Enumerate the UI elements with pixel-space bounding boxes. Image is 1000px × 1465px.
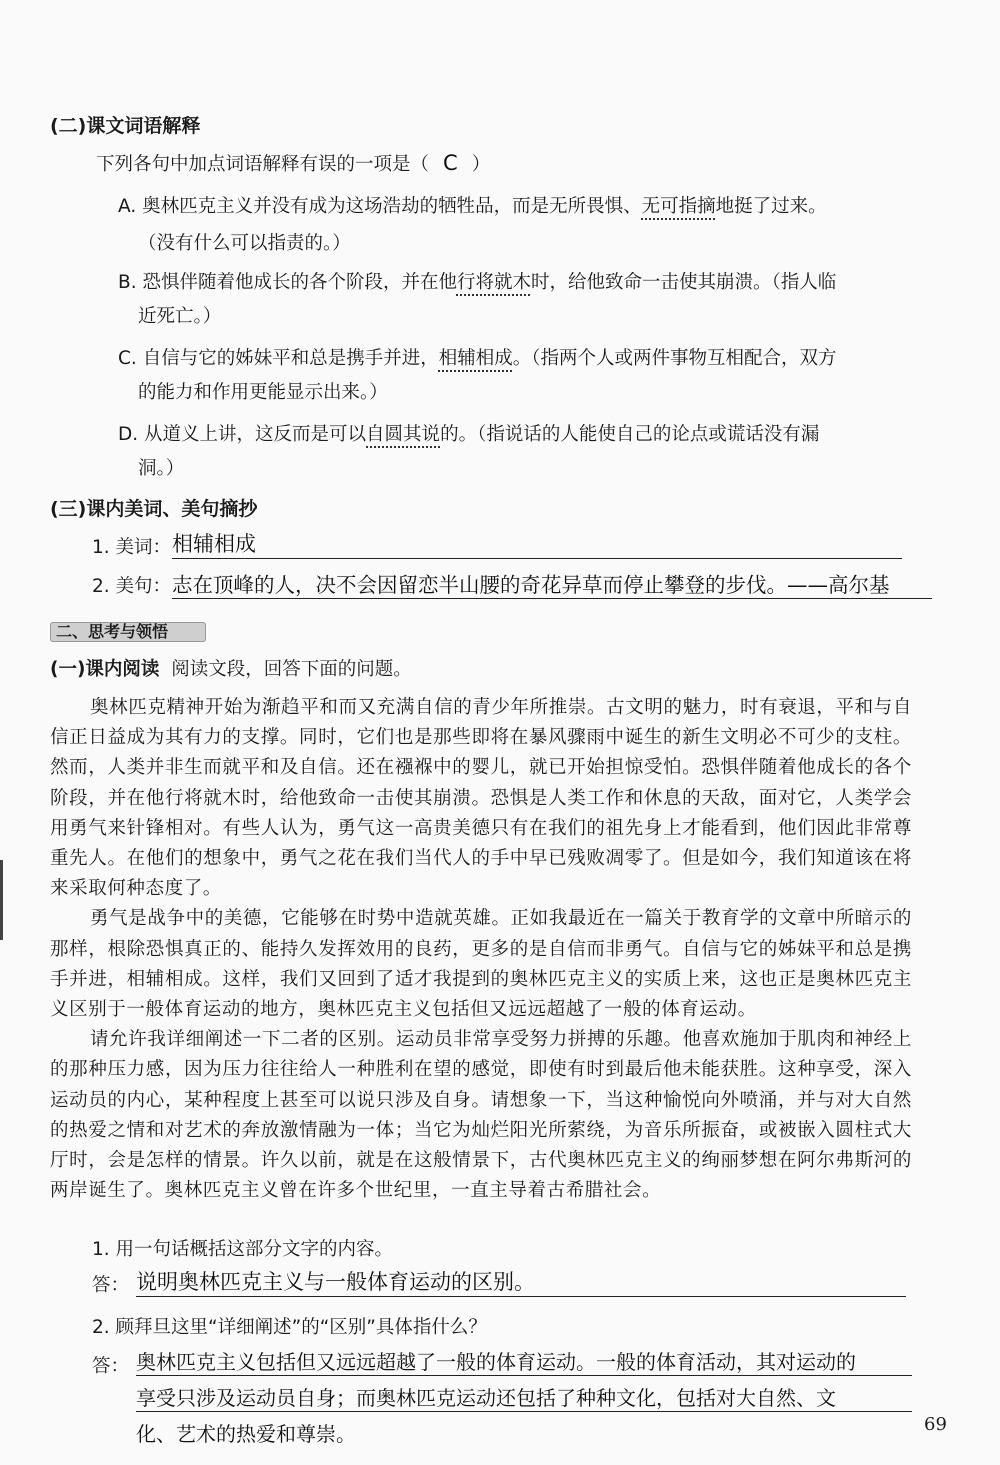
reading-passage [50, 693, 912, 1206]
answer-2-line: 享受只涉及运动员自身；而奥林匹克运动还包括了种种文化，包括对大自然、文 [136, 1382, 912, 1412]
beautiful-sentence-label: 2. 美句： [92, 576, 172, 597]
page-number: 69 [924, 1414, 947, 1435]
passage-paragraph: 奥林匹克精神开始为渐趋平和而又充满自信的青少年所推崇。古文明的魅力，时有衰退，平和与自信正日益成为其有力的支撑。同时，它们也是那些即将在暴风骤雨中诞生的新生文明必不可少的支柱。然而，人类并非生而就平和及自信。还在襁褓中的婴儿，就已开始担惊受怕。恐惧伴随着他成长的各个阶段，并在他行将就木时，给他致命一击使其崩溃。恐惧是人类工作和休息的天敌，面对它，人类学会用勇气来针锋相对。有些人认为，勇气这一高贵美德只有在我们的祖先身上才能看到，他们因此非常尊重先人。在他们的想象中，勇气之花在我们当代人的手中早已残败凋零了。但是如今，我们知道该在将来采取何种态度了。 [50, 697, 912, 900]
dotted-term: 相辅相成 [438, 348, 513, 369]
answer-1: 说明奥林匹克主义与一般体育运动的区别。 [136, 1266, 906, 1297]
passage-paragraph: 请允许我详细阐述一下二者的区别。运动员非常享受努力拼搏的乐趣。他喜欢施加于肌肉和神经上的那种压力感，因为压力往往给人一种胜利在望的感觉，即使有时到最后他未能获胜。这种享受，深入运动员的内心，某种程度上甚至可以说只涉及自身。请想象一下，当这种愉悦向外喷涌，并与对大自然的热爱之情和对艺术的奔放激情融为一体；当它为灿烂阳光所萦绕，为音乐所振奋，或被嵌入圆柱式大厅时，会是怎样的情景。许久以前，就是在这般情景下，古代奥林匹克主义的绚丽梦想在阿尔弗斯河的两岸诞生了。奥林匹克主义曾在许多个世纪里，一直主导着古希腊社会。 [50, 1029, 912, 1202]
dotted-term: 行将就木 [456, 272, 531, 293]
option-b: B. 恐惧伴随着他成长的各个阶段，并在他行将就木时，给他致命一击使其崩溃。（指人临 [118, 272, 837, 293]
reading-heading: (一)课内阅读 阅读文段，回答下面的问题。 [50, 659, 412, 680]
mc-answer: C [443, 151, 458, 175]
option-c: C. 自信与它的姊妹平和总是携手并进，相辅相成。（指两个人或两件事物互相配合，双方 [118, 348, 837, 369]
answer-2-line: 奥林匹克主义包括但又远远超越了一般的体育运动。一般的体育活动，其对运动的 [136, 1346, 912, 1376]
answer-1-label: 答： [92, 1275, 130, 1296]
option-a: A. 奥林匹克主义并没有成为这场浩劫的牺牲品，而是无所畏惧、无可指摘地挺了过来。 [118, 196, 827, 217]
dotted-term: 自圆其说 [366, 424, 441, 445]
dotted-term: 无可指摘 [641, 196, 716, 217]
answer-2-line: 化、艺术的热爱和尊崇。 [136, 1422, 356, 1446]
beautiful-sentence-answer: 志在顶峰的人，决不会因留恋半山腰的奇花异草而停止攀登的步伐。——高尔基 [172, 568, 932, 599]
answer-2-label: 答： [92, 1356, 130, 1377]
question-2: 2. 顾拜旦这里“详细阐述”的“区别”具体指什么？ [92, 1317, 487, 1338]
beautiful-word-label: 1. 美词： [92, 537, 172, 558]
question-1: 1. 用一句话概括这部分文字的内容。 [92, 1239, 394, 1260]
section-heading-vocab: (二)课文词语解释 [50, 115, 201, 137]
part-tag: 二、思考与领悟 [50, 622, 206, 642]
section-heading-excerpt: (三)课内美词、美句摘抄 [50, 498, 258, 520]
option-b-note: 近死亡。） [138, 306, 222, 327]
passage-paragraph: 勇气是战争中的美德，它能够在时势中造就英雄。正如我最近在一篇关于教育学的文章中所暗示的那样，根除恐惧真正的、能持久发挥效用的良药，更多的是自信而非勇气。自信与它的姊妹平和总是携手并进，相辅相成。这样，我们又回到了适才我提到的奥林匹克主义的实质上来，这也正是奥林匹克主义区别于一般体育运动的地方，奥林匹克主义包括但又远远超越了一般的体育运动。 [50, 908, 912, 1021]
option-d: D. 从道义上讲，这反而是可以自圆其说的。（指说话的人能使自己的论点或谎话没有漏 [118, 424, 820, 445]
option-c-note: 的能力和作用更能显示出来。） [138, 382, 388, 403]
option-a-note: （没有什么可以指责的。） [138, 233, 351, 254]
scan-edge-mark [0, 860, 3, 940]
beautiful-word-answer: 相辅相成 [172, 528, 902, 559]
option-d-note: 洞。） [138, 458, 185, 479]
mc-question: 下列各句中加点词语解释有误的一项是（ C ） [96, 151, 491, 175]
